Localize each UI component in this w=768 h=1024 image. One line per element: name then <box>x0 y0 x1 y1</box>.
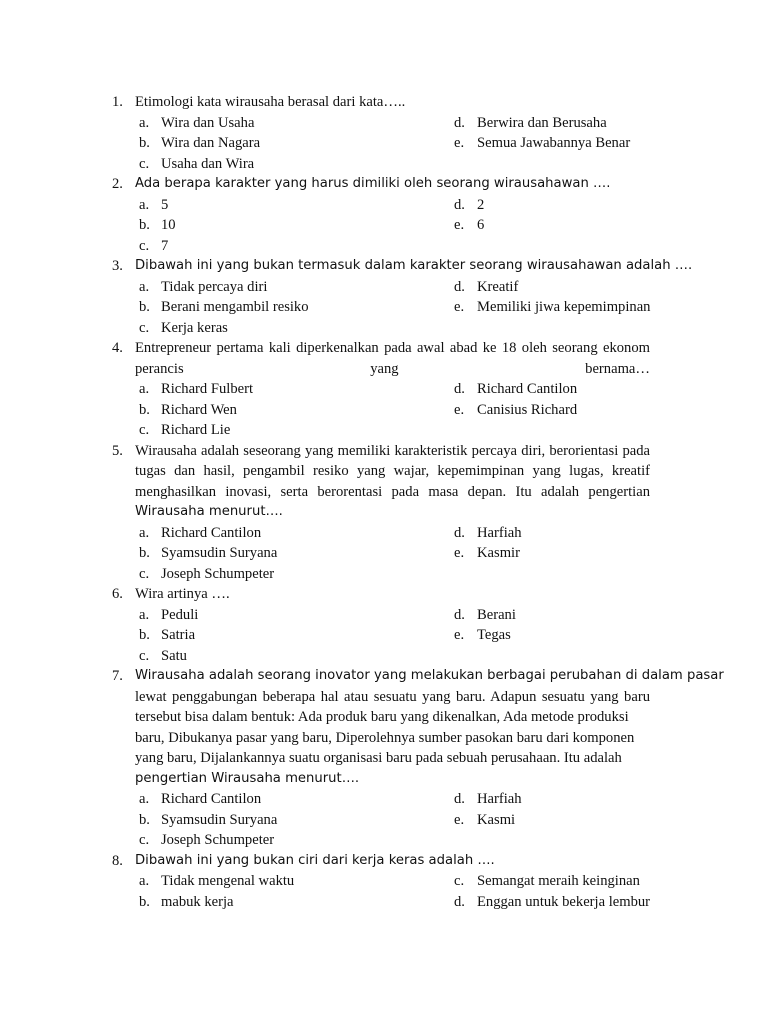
option-row <box>0 215 768 236</box>
option-letter: c. <box>139 647 150 664</box>
question-line <box>0 174 768 195</box>
question-line <box>0 502 768 523</box>
option-text: Kerja keras <box>161 319 228 336</box>
option-letter: d. <box>454 893 465 910</box>
option-letter: e. <box>454 811 465 828</box>
option-row <box>0 543 768 564</box>
option-row <box>0 236 768 257</box>
question-line <box>0 359 768 380</box>
option-row <box>0 625 768 646</box>
option-text: Wira dan Usaha <box>161 114 255 131</box>
option-text: Tidak mengenal waktu <box>161 873 295 889</box>
option-row <box>0 810 768 831</box>
option-text: Joseph Schumpeter <box>161 565 275 582</box>
question-number: 6. <box>112 586 123 602</box>
question-7 <box>0 666 768 851</box>
option-letter: b. <box>139 217 150 233</box>
option-text: Wira dan Nagara <box>161 135 261 151</box>
question-number: 8. <box>112 852 123 869</box>
option-text: Richard Lie <box>161 422 231 438</box>
option-text: Satu <box>161 647 187 664</box>
question-text: menghasilkan inovasi, serta berorentasi pada masa depan. Itu adalah pengertian <box>135 483 650 500</box>
option-text: 10 <box>161 217 176 233</box>
question-text: Wirausaha adalah seorang inovator yang melakukan berbagai perubahan di dalam pasar <box>135 668 724 683</box>
option-letter: b. <box>139 893 150 910</box>
option-letter: a. <box>139 524 150 541</box>
question-number: 5. <box>112 442 123 459</box>
option-row <box>0 113 768 134</box>
option-text: 7 <box>161 237 169 254</box>
question-number: 4. <box>112 340 123 356</box>
option-letter: d. <box>454 196 465 213</box>
option-text: Berani <box>477 606 516 623</box>
question-text: Dibawah ini yang bukan ciri dari kerja keras adalah …. <box>135 852 495 868</box>
option-letter: a. <box>139 381 150 397</box>
option-letter: b. <box>139 135 150 151</box>
option-text: Satria <box>161 627 196 643</box>
question-text: tugas dan hasil, pengambil resiko yang wajar, kepemimpinan yang lugas, kreatif <box>135 463 650 479</box>
question-number: 2. <box>112 176 123 192</box>
option-text: 6 <box>477 217 485 233</box>
question-text: pengertian Wirausaha menurut…. <box>135 770 360 786</box>
question-number: 7. <box>112 668 123 684</box>
option-text: Memiliki jiwa kepemimpinan <box>477 299 651 315</box>
option-row <box>0 789 768 810</box>
question-5 <box>0 441 768 585</box>
question-2 <box>0 174 768 256</box>
option-letter: d. <box>454 278 465 295</box>
option-text: 5 <box>161 196 169 213</box>
option-text: Enggan untuk bekerja lembur <box>477 893 651 910</box>
question-line <box>0 338 768 359</box>
question-number: 1. <box>112 94 123 110</box>
option-text: Richard Cantilon <box>161 791 262 807</box>
option-text: Richard Cantilon <box>161 524 262 541</box>
option-row <box>0 133 768 154</box>
question-text: yang baru, Dijalankannya suatu organisasi baru pada sebuah perusahaan. Itu adalah <box>135 750 622 766</box>
option-row <box>0 297 768 318</box>
question-4 <box>0 338 768 441</box>
option-text: Kasmi <box>477 811 516 828</box>
option-letter: b. <box>139 627 150 643</box>
option-text: Tidak percaya diri <box>161 278 268 295</box>
question-line <box>0 707 768 728</box>
option-row <box>0 830 768 851</box>
option-text: Usaha dan Wira <box>161 155 255 172</box>
question-line <box>0 769 768 790</box>
option-letter: c. <box>139 237 150 254</box>
option-text: Kreatif <box>477 278 519 295</box>
question-text: baru, Dibukanya pasar yang baru, Diperolehnya sumber pasokan baru dari komponen <box>135 729 635 746</box>
option-letter: c. <box>139 422 150 438</box>
option-row <box>0 892 768 913</box>
question-1 <box>0 92 768 174</box>
option-letter: e. <box>454 299 465 315</box>
option-text: Kasmir <box>477 545 520 561</box>
option-letter: d. <box>454 791 465 807</box>
option-letter: b. <box>139 545 150 561</box>
option-letter: c. <box>139 565 150 582</box>
question-text: tersebut bisa dalam bentuk: Ada produk baru yang dikenalkan, Ada metode produksi <box>135 709 629 725</box>
option-text: Semangat meraih keinginan <box>477 873 640 889</box>
option-letter: c. <box>139 832 150 848</box>
option-letter: c. <box>139 319 150 336</box>
question-6 <box>0 584 768 666</box>
option-letter: e. <box>454 545 465 561</box>
option-row <box>0 400 768 421</box>
option-letter: a. <box>139 606 150 623</box>
option-letter: a. <box>139 873 150 889</box>
question-text: Entrepreneur pertama kali diperkenalkan pada awal abad ke 18 oleh seorang ekonom <box>135 340 650 356</box>
option-row <box>0 154 768 175</box>
option-text: 2 <box>477 196 485 213</box>
option-text: Syamsudin Suryana <box>161 545 278 561</box>
question-line <box>0 461 768 482</box>
option-text: Harfiah <box>477 524 522 541</box>
option-text: Richard Fulbert <box>161 381 254 397</box>
option-row <box>0 564 768 585</box>
option-letter: b. <box>139 299 150 315</box>
option-letter: a. <box>139 114 150 131</box>
option-text: Joseph Schumpeter <box>161 832 275 848</box>
option-text: Harfiah <box>477 791 522 807</box>
option-letter: d. <box>454 524 465 541</box>
option-text: Peduli <box>161 606 199 623</box>
question-text: Dibawah ini yang bukan termasuk dalam karakter seorang wirausahawan adalah …. <box>135 258 693 273</box>
question-line <box>0 748 768 769</box>
question-line <box>0 687 768 708</box>
option-letter: c. <box>139 155 150 172</box>
question-line <box>0 851 768 872</box>
question-line <box>0 584 768 605</box>
question-line <box>0 92 768 113</box>
question-text: Etimologi kata wirausaha berasal dari kata….. <box>135 94 406 110</box>
option-text: Berwira dan Berusaha <box>477 114 607 131</box>
option-letter: d. <box>454 114 465 131</box>
option-letter: a. <box>139 196 150 213</box>
option-row <box>0 277 768 298</box>
option-text: Tegas <box>477 627 511 643</box>
option-text: Richard Cantilon <box>477 381 578 397</box>
option-letter: e. <box>454 627 465 643</box>
question-line <box>0 256 768 277</box>
question-text: Wirausaha adalah seseorang yang memiliki karakteristik percaya diri, berorientasi pada <box>135 442 650 459</box>
option-text: Syamsudin Suryana <box>161 811 278 828</box>
question-text: Wira artinya …. <box>135 586 230 602</box>
question-3 <box>0 256 768 338</box>
option-row <box>0 646 768 667</box>
question-text: lewat penggabungan beberapa hal atau sesuatu yang baru. Adapun sesuatu yang baru <box>135 688 650 705</box>
option-letter: e. <box>454 217 465 233</box>
question-line <box>0 482 768 503</box>
option-row <box>0 318 768 339</box>
option-letter: a. <box>139 791 150 807</box>
question-text: Ada berapa karakter yang harus dimiliki oleh seorang wirausahawan …. <box>135 176 611 191</box>
option-letter: d. <box>454 606 465 623</box>
question-line <box>0 666 768 687</box>
question-line <box>0 728 768 749</box>
option-row <box>0 379 768 400</box>
question-line <box>0 441 768 462</box>
option-letter: d. <box>454 381 465 397</box>
option-text: Berani mengambil resiko <box>161 299 309 315</box>
option-row <box>0 420 768 441</box>
option-letter: b. <box>139 401 150 418</box>
question-number: 3. <box>112 258 123 274</box>
option-text: Richard Wen <box>161 401 237 418</box>
option-row <box>0 523 768 544</box>
option-letter: e. <box>454 401 465 418</box>
option-row <box>0 195 768 216</box>
question-text: Wirausaha menurut…. <box>135 504 283 519</box>
option-text: mabuk kerja <box>161 893 234 910</box>
option-row <box>0 871 768 892</box>
option-letter: e. <box>454 135 465 151</box>
question-list <box>0 92 768 912</box>
option-letter: c. <box>454 873 465 889</box>
option-row <box>0 605 768 626</box>
option-letter: a. <box>139 278 150 295</box>
option-letter: b. <box>139 811 150 828</box>
option-text: Semua Jawabannya Benar <box>477 135 631 151</box>
option-text: Canisius Richard <box>477 401 578 418</box>
question-text: perancis yang bernama… <box>135 360 650 377</box>
question-8 <box>0 851 768 913</box>
